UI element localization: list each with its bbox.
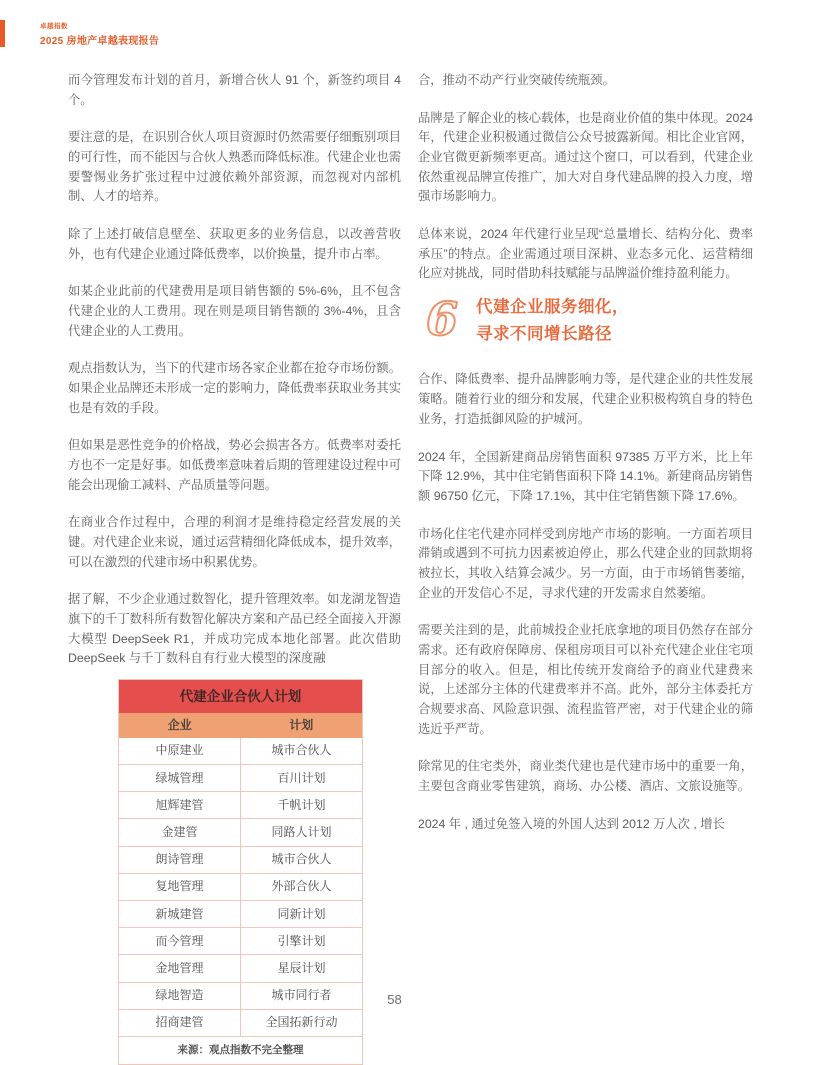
body-paragraph: 品牌是了解企业的核心载体，也是商业价值的集中体现。2024 年，代建企业积极通过微信公众号披露新闻。相比企业官网，企业官微更新频率更高。通过这个窗口，可以看到，代建企业依然重视品牌宣传推广，加大对自身代建品牌的投入力度，增强市场影响力。 bbox=[418, 110, 753, 204]
cell-plan: 城市合伙人 bbox=[241, 846, 363, 873]
section-title bbox=[476, 294, 629, 348]
body-paragraph: 2024 年，全国新建商品房销售面积 97385 万平方米，比上年下降 12.9%，其中住宅销售面积下降 14.1%。新建商品房销售额 96750 亿元，下降 17.1%，其中住宅销售额下降 17.6%。 bbox=[418, 449, 753, 503]
body-paragraph: 市场化住宅代建亦同样受到房地产市场的影响。一方面若项目滞销或遇到不可抗力因素被迫停止，那么代建企业的回款期将被拉长，其收入结算会减少。另一方面，由于市场销售萎缩，企业的开发信心不足，寻求代建的开发需求自然萎缩。 bbox=[418, 526, 753, 600]
body-paragraph: 除常见的住宅类外，商业类代建也是代建市场中的重要一角，主要包含商业零售建筑，商场、办公楼、酒店、文旅设施等。 bbox=[418, 759, 753, 793]
table-row bbox=[119, 873, 363, 900]
right-column bbox=[418, 71, 753, 834]
table-row bbox=[119, 765, 363, 792]
section-title-line2: 寻求不同增长路径 bbox=[476, 325, 613, 344]
cell-company: 中原建业 bbox=[119, 738, 241, 765]
cell-company: 旭辉建管 bbox=[119, 792, 241, 819]
cell-plan: 城市合伙人 bbox=[241, 738, 363, 765]
body-paragraph: 观点指数认为，当下的代建市场各家企业都在抢夺市场份额。如果企业品牌还未形成一定的影响力，降低费率获取业务其实也是有效的手段。 bbox=[68, 361, 401, 415]
table-row bbox=[119, 955, 363, 982]
table-title: 代建企业合伙人计划 bbox=[119, 680, 363, 713]
cell-plan: 同路人计划 bbox=[241, 819, 363, 846]
cell-company: 金建管 bbox=[119, 819, 241, 846]
page-number: 58 bbox=[387, 992, 402, 1007]
table-row bbox=[119, 901, 363, 928]
body-paragraph: 但如果是恶性竞争的价格战，势必会损害各方。低费率对委托方也不一定是好事。如低费率意味着后期的管理建设过程中可能会出现偷工减料、产品质量等问题。 bbox=[68, 438, 401, 492]
cell-plan: 外部合伙人 bbox=[241, 873, 363, 900]
body-paragraph: 据了解，不少企业通过数智化，提升管理效率。如龙湖龙智造旗下的千丁数科所有数智化解决方案和产品已经全面接入开源大模型 DeepSeek R1，并成功完成本地化部署。此次借助 DeepSeek 与千丁数科自有行业大模型的深度融 bbox=[68, 592, 401, 666]
cell-company: 招商建管 bbox=[119, 1009, 241, 1036]
cell-company: 而今管理 bbox=[119, 928, 241, 955]
body-paragraph: 如某企业此前的代建费用是项目销售额的 5%-6%，且不包含代建企业的人工费用。现在则是项目销售额的 3%-4%，且含代建企业的人工费用。 bbox=[68, 284, 401, 338]
cell-plan: 同新计划 bbox=[241, 901, 363, 928]
left-paragraphs bbox=[68, 71, 401, 669]
table-row bbox=[119, 1009, 363, 1036]
right-paragraphs-top bbox=[418, 71, 753, 284]
table-row bbox=[119, 928, 363, 955]
body-paragraph: 需要关注到的是，此前城投企业托底拿地的项目仍然存在部分需求。还有政府保障房、保租房项目可以补充代建企业住宅项目部分的收入。但是，相比传统开发商给予的商业代建费来说，上述部分主体的代建费率并不高。此外，部分主体委托方合规要求高、风险意识强、流程监管严密，对于代建企业的筛选近乎严苛。 bbox=[418, 623, 753, 736]
body-paragraph: 而今管理发布计划的首月，新增合伙人 91 个，新签约项目 4 个。 bbox=[68, 73, 401, 107]
body-paragraph: 在商业合作过程中，合理的利润才是维持稳定经营发展的关键。对代建企业来说，通过运营精细化降低成本，提升效率，可以在激烈的代建市场中积累优势。 bbox=[68, 515, 401, 569]
report-title: 2025 房地产卓越表现报告 bbox=[40, 36, 160, 47]
section-heading bbox=[426, 294, 753, 348]
body-paragraph: 除了上述打破信息壁垒、获取更多的业务信息，以改善营收外，也有代建企业通过降低费率，以价换量，提升市占率。 bbox=[68, 227, 401, 261]
cell-plan: 引擎计划 bbox=[241, 928, 363, 955]
cell-company: 金地管理 bbox=[119, 955, 241, 982]
cell-plan: 百川计划 bbox=[241, 765, 363, 792]
table-row bbox=[119, 792, 363, 819]
section-number: 6 bbox=[426, 292, 459, 347]
body-paragraph: 2024 年 , 通过免签入境的外国人达到 2012 万人次 , 增长 bbox=[418, 816, 725, 831]
cell-company: 复地管理 bbox=[119, 873, 241, 900]
cell-company: 新城建管 bbox=[119, 901, 241, 928]
brand-accent-bar bbox=[0, 20, 5, 47]
cell-company: 绿地智造 bbox=[119, 982, 241, 1009]
table-row bbox=[119, 819, 363, 846]
left-column bbox=[68, 71, 401, 1065]
cell-plan: 全国拓新行动 bbox=[241, 1009, 363, 1036]
section-title-line1: 代建企业服务细化， bbox=[476, 298, 630, 317]
cell-company: 绿城管理 bbox=[119, 765, 241, 792]
column-header-plan: 计划 bbox=[241, 713, 363, 738]
table-row bbox=[119, 846, 363, 873]
cell-plan: 城市同行者 bbox=[241, 982, 363, 1009]
column-header-company: 企业 bbox=[119, 713, 241, 738]
brand-name: 卓越指数 bbox=[40, 23, 68, 30]
body-paragraph: 要注意的是，在识别合伙人项目资源时仍然需要仔细甄别项目的可行性，而不能因与合伙人熟悉而降低标准。代建企业也需要警惕业务扩张过程中过渡依赖外部资源，而忽视对内部机制、人才的培养。 bbox=[68, 130, 401, 204]
brand-text bbox=[40, 21, 159, 47]
table-source: 来源：观点指数不完全整理 bbox=[119, 1036, 363, 1064]
cell-plan: 千帆计划 bbox=[241, 792, 363, 819]
body-paragraph: 合，推动不动产行业突破传统瓶颈。 bbox=[418, 73, 615, 87]
cell-plan: 星辰计划 bbox=[241, 955, 363, 982]
body-paragraph: 总体来说，2024 年代建行业呈现“总量增长、结构分化、费率承压”的特点。企业需通过项目深耕、业态多元化、运营精细化应对挑战，同时借助科技赋能与品牌溢价维持盈利能力。 bbox=[418, 227, 753, 281]
body-paragraph: 合作、降低费率、提升品牌影响力等，是代建企业的共性发展策略。随着行业的细分和发展，代建企业积极构筑自身的特色业务，打造抵御风险的护城河。 bbox=[418, 372, 753, 426]
cell-company: 朗诗管理 bbox=[119, 846, 241, 873]
table-row bbox=[119, 738, 363, 765]
table-header-row bbox=[119, 713, 363, 738]
brand-header bbox=[0, 20, 159, 47]
right-paragraphs-bottom bbox=[418, 370, 753, 834]
